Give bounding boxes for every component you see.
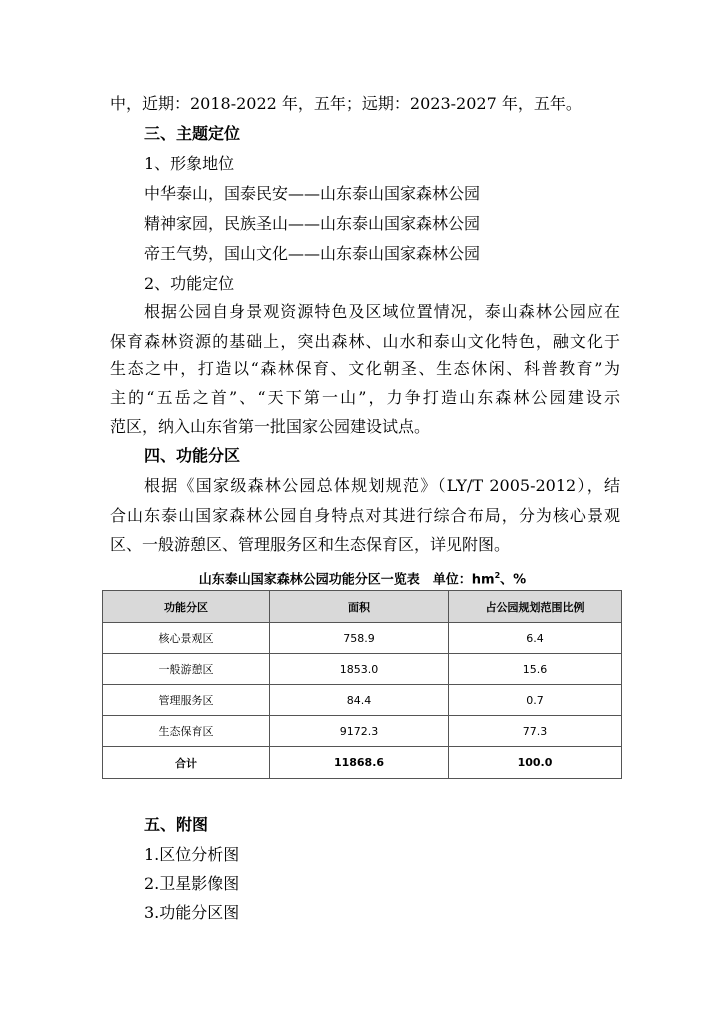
paragraph-line: 范区，纳入山东省第一批国家公园建设试点。 <box>110 417 431 436</box>
cell-ratio: 6.4 <box>449 623 622 654</box>
appendix-item: 3.功能分区图 <box>144 903 240 922</box>
paragraph-line: 根据《国家级森林公园总体规划规范》（LY/T 2005-2012），结 <box>144 476 620 495</box>
paragraph-line: 保育森林资源的基础上，突出森林、山水和泰山文化特色，融文化于 <box>110 332 620 351</box>
section-heading-appendix: 五、附图 <box>144 815 209 834</box>
paragraph-line: 生态之中，打造以“森林保育、文化朝圣、生态休闲、科普教育”为 <box>110 359 620 378</box>
cell-zone: 一般游憩区 <box>103 654 270 685</box>
cell-ratio: 15.6 <box>449 654 622 685</box>
table-row <box>103 623 622 654</box>
caption-tail: 、% <box>500 572 527 588</box>
caption-text: 山东泰山国家森林公园功能分区一览表 单位：hm <box>198 572 495 588</box>
cell-area: 84.4 <box>270 685 449 716</box>
subheading-function: 2、功能定位 <box>144 274 235 293</box>
table-header-row <box>103 591 622 623</box>
column-header-area: 面积 <box>270 591 449 623</box>
appendix-item: 1.区位分析图 <box>144 845 240 864</box>
table-row <box>103 716 622 747</box>
column-header-zone: 功能分区 <box>103 591 270 623</box>
paragraph-line: 合山东泰山国家森林公园自身特点对其进行综合布局，分为核心景观 <box>110 506 620 525</box>
cell-area: 758.9 <box>270 623 449 654</box>
appendix-item: 2.卫星影像图 <box>144 874 240 893</box>
cell-total-label: 合计 <box>103 747 270 779</box>
caption-superscript: 2 <box>494 571 501 580</box>
column-header-ratio: 占公园规划范围比例 <box>449 591 622 623</box>
section-heading-theme: 三、主题定位 <box>144 124 241 143</box>
slogan-line: 帝王气势，国山文化——山东泰山国家森林公园 <box>144 244 481 263</box>
cell-zone: 生态保育区 <box>103 716 270 747</box>
paragraph-line: 根据公园自身景观资源特色及区域位置情况，泰山森林公园应在 <box>144 302 620 321</box>
cell-area: 9172.3 <box>270 716 449 747</box>
section-heading-zoning: 四、功能分区 <box>144 446 241 465</box>
text-line: 中，近期：2018-2022 年，五年；远期：2023-2027 年，五年。 <box>110 94 582 113</box>
cell-area: 1853.0 <box>270 654 449 685</box>
table-caption <box>100 564 625 592</box>
cell-zone: 核心景观区 <box>103 623 270 654</box>
paragraph-line: 区、一般游憩区、管理服务区和生态保育区，详见附图。 <box>110 535 511 554</box>
table-total-row <box>103 747 622 779</box>
cell-zone: 管理服务区 <box>103 685 270 716</box>
subheading-image-status: 1、形象地位 <box>144 154 235 173</box>
table-row <box>103 685 622 716</box>
table-row <box>103 654 622 685</box>
slogan-line: 精神家园，民族圣山——山东泰山国家森林公园 <box>144 214 481 233</box>
cell-total-area: 11868.6 <box>270 747 449 779</box>
cell-ratio: 77.3 <box>449 716 622 747</box>
paragraph-line: 主的“五岳之首”、“天下第一山”，力争打造山东森林公园建设示 <box>110 388 620 407</box>
slogan-line: 中华泰山，国泰民安——山东泰山国家森林公园 <box>144 184 481 203</box>
cell-ratio: 0.7 <box>449 685 622 716</box>
cell-total-ratio: 100.0 <box>449 747 622 779</box>
zoning-table <box>102 590 622 779</box>
